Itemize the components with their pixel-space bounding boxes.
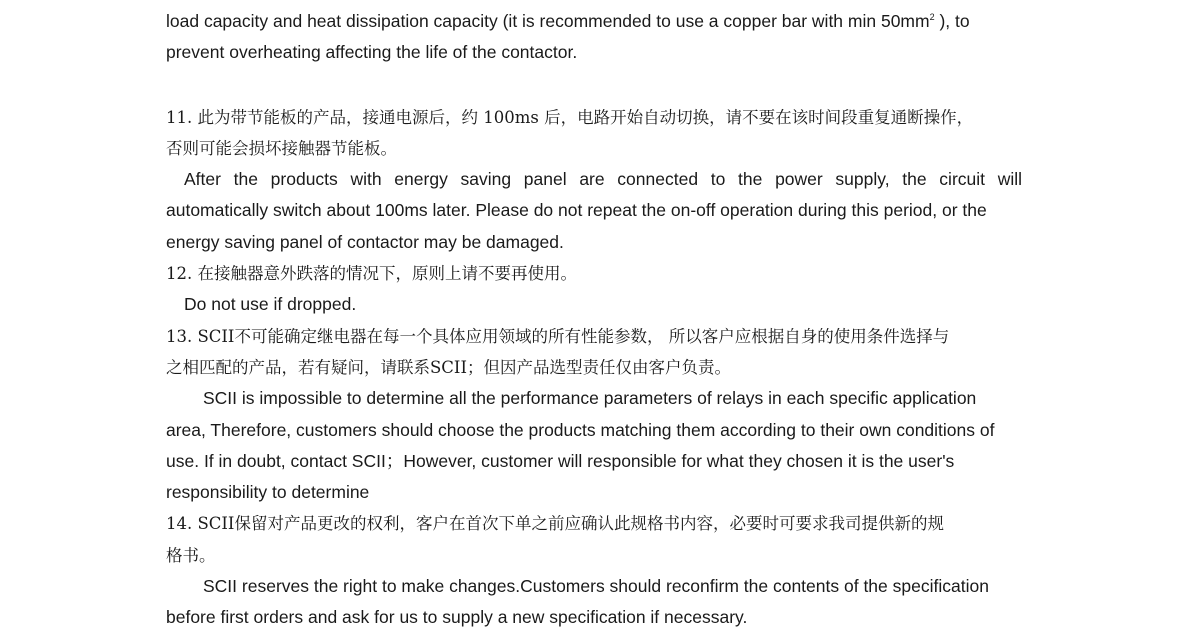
intro-line-1 [166, 6, 1046, 37]
intro-line-1-text: load capacity and heat dissipation capacity (it is recommended to use a copper bar with min 50mm [166, 11, 930, 31]
intro-superscript: 2 [929, 12, 935, 22]
item-11-cn-line-1: 11. 此为带节能板的产品，接通电源后，约 100ms 后，电路开始自动切换，请不要在该时间段重复通断操作， [166, 107, 974, 127]
intro-line-2: prevent overheating affecting the life of the contactor. [166, 42, 578, 63]
intro-section [166, 6, 1046, 69]
item-14-cn-line-1: 14. SCII保留对产品更改的权利，客户在首次下单之前应确认此规格书内容，必要时可要求我司提供新的规 [166, 514, 944, 534]
item-13-en-line-4: responsibility to determine [166, 482, 370, 503]
item-13 [166, 321, 1046, 509]
item-14-en-line-1: SCII reserves the right to make changes.Customers should reconfirm the contents of the specification [203, 576, 989, 597]
item-12-en-line-1: Do not use if dropped. [184, 294, 357, 315]
item-11 [166, 102, 1046, 258]
item-11-cn-line-2: 否则可能会损坏接触器节能板。 [166, 138, 397, 158]
document-body [166, 6, 1046, 634]
item-11-en-line-2: automatically switch about 100ms later. Please do not repeat the on-off operation during this period, or the [166, 200, 987, 221]
item-11-en-line-3: energy saving panel of contactor may be damaged. [166, 231, 564, 252]
item-14 [166, 508, 1046, 633]
item-11-en-line-1: After the products with energy saving panel are connected to the power supply, the circuit will [184, 169, 1022, 190]
item-13-en-line-3: use. If in doubt, contact SCII；However, customer will responsible for what they chosen it is the user's [166, 450, 955, 471]
item-13-en-line-2: area, Therefore, customers should choose the products matching them according to their own conditions of [166, 419, 995, 440]
item-13-en-line-1: SCII is impossible to determine all the performance parameters of relays in each specific application [203, 388, 977, 409]
item-13-cn-line-2: 之相匹配的产品，若有疑问，请联系SCII；但因产品选型责任仅由客户负责。 [166, 357, 731, 377]
item-14-cn-line-2: 格书。 [166, 545, 216, 565]
intro-line-1-end: ), to [934, 11, 970, 31]
item-12 [166, 258, 1046, 321]
item-14-en-line-2: before first orders and ask for us to supply a new specification if necessary. [166, 607, 748, 628]
section-gap [166, 69, 1046, 102]
item-12-cn-line-1: 12. 在接触器意外跌落的情况下，原则上请不要再使用。 [166, 264, 577, 284]
item-13-cn-line-1: 13. SCII不可能确定继电器在每一个具体应用领域的所有性能参数， 所以客户应根据自身的使用条件选择与 [166, 326, 950, 346]
